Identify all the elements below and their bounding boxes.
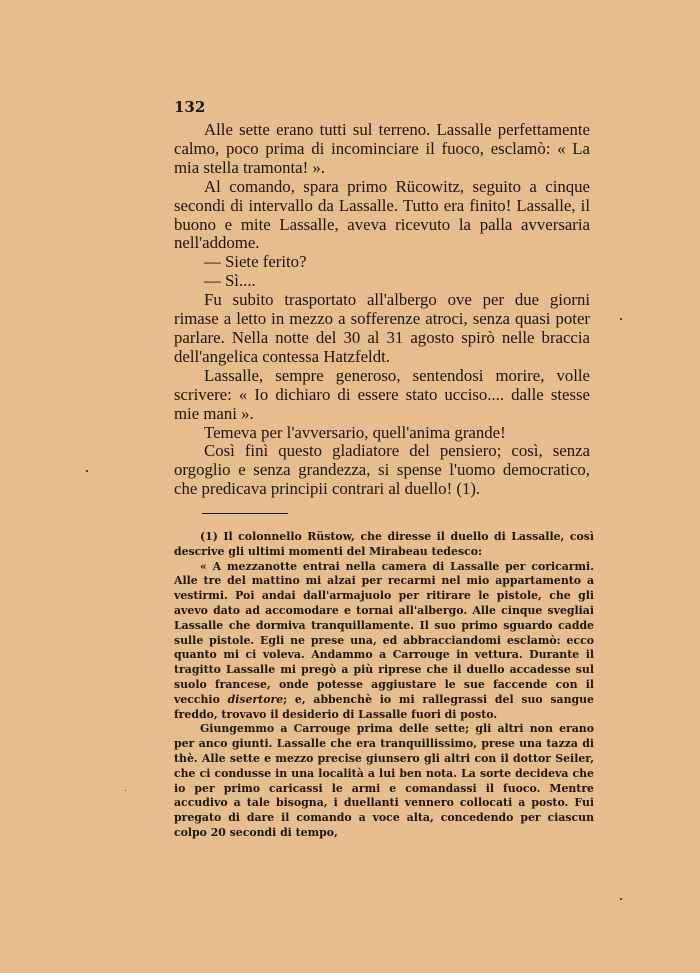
paragraph: Lassalle, sempre generoso, sentendosi morire, volle scrivere: « Io dichiaro di essere stato ucciso.... dalle stesse mie mani ». bbox=[174, 365, 590, 423]
dialogue-line: — Sì.... bbox=[204, 271, 256, 291]
main-text bbox=[174, 121, 590, 499]
paper-speck bbox=[620, 898, 622, 900]
paragraph: Fu subito trasportato all'albergo ove per due giorni rimase a letto in mezzo a sofferenze atroci, senza quasi poter parlare. Nella notte del 30 al 31 agosto spirò nelle braccia dell'angelica contessa Hatzfeldt. bbox=[174, 290, 590, 366]
footnote-quote-paragraph: Giungemmo a Carrouge prima delle sette; gli altri non erano per anco giunti. Lassalle che era tranquillissimo, prese una tazza di thè. Alle sette e mezzo precise giunsero gli altri con il dottor Seiler, che ci condusse in una località a lui ben nota. La sorte decideva che io per primo caricassi le armi e comandassi il fuoco. Mentre accudivo a tale bisogna, i duellanti vennero collocati a posto. Fui pregato di dare il comando a voce alta, concedendo per ciascun colpo 20 secondi di tempo, bbox=[174, 722, 594, 839]
footnote-text: ; e, abbenchè io mi rallegrassi del suo sangue freddo, trovavo il desiderio di Lassalle fuori di posto. bbox=[174, 692, 594, 721]
paragraph: Alle sette erano tutti sul terreno. Lassalle perfettamente calmo, poco prima di incominciare il fuoco, esclamò: « La mia stella tramonta! ». bbox=[174, 120, 590, 177]
paragraph: Temeva per l'avversario, quell'anima grande! bbox=[204, 422, 506, 442]
footnote-divider bbox=[202, 513, 288, 514]
footnote-italic-word: disertore bbox=[227, 692, 284, 706]
footnote-text: « A mezzanotte entrai nella camera di Lassalle per coricarmi. Alle tre del mattino mi alzai per recarmi nel mio appartamento a vestirmi. Poi andai dall'armajuolo per ritirare le pistole, che gli avevo dato ad accomodare e tornai all'albergo. Alle cinque svegliai Lassalle che dormiva tranquillamente. Il suo primo sguardo cadde sulle pistole. Egli ne prese una, ed abbracciandomi esclamò: ecco quanto mi ci voleva. Andammo a Carrouge in vettura. Durante il tragitto Lassalle mi pregò a più riprese che il duello accadesse sul suolo francese, onde potesse aggiustare le sue faccende con il vecchio bbox=[174, 559, 594, 706]
paper-speck bbox=[86, 470, 88, 472]
dialogue-line: — Siete ferito? bbox=[204, 252, 307, 272]
page-number: 132 bbox=[174, 98, 206, 116]
paragraph: Al comando, spara primo Rücowitz, seguito a cinque secondi di intervallo da Lassalle. Tutto era finito! Lassalle, il buono e mite Lassalle, aveva ricevuto la palla avversaria nell'addome. bbox=[174, 176, 590, 253]
paragraph: Così finì questo gladiatore del pensiero; così, senza orgoglio e senza grandezza, si spense l'uomo democratico, che predicava principii contrari al duello! (1). bbox=[174, 441, 590, 499]
footnote-intro: (1) Il colonnello Rüstow, che diresse il duello di Lassalle, così descrive gli ultimi momenti del Mirabeau tedesco: bbox=[174, 530, 594, 558]
paper-speck bbox=[620, 318, 622, 320]
paper-speck bbox=[125, 790, 126, 791]
footnote-quote-paragraph bbox=[174, 560, 594, 723]
footnote bbox=[174, 530, 594, 841]
